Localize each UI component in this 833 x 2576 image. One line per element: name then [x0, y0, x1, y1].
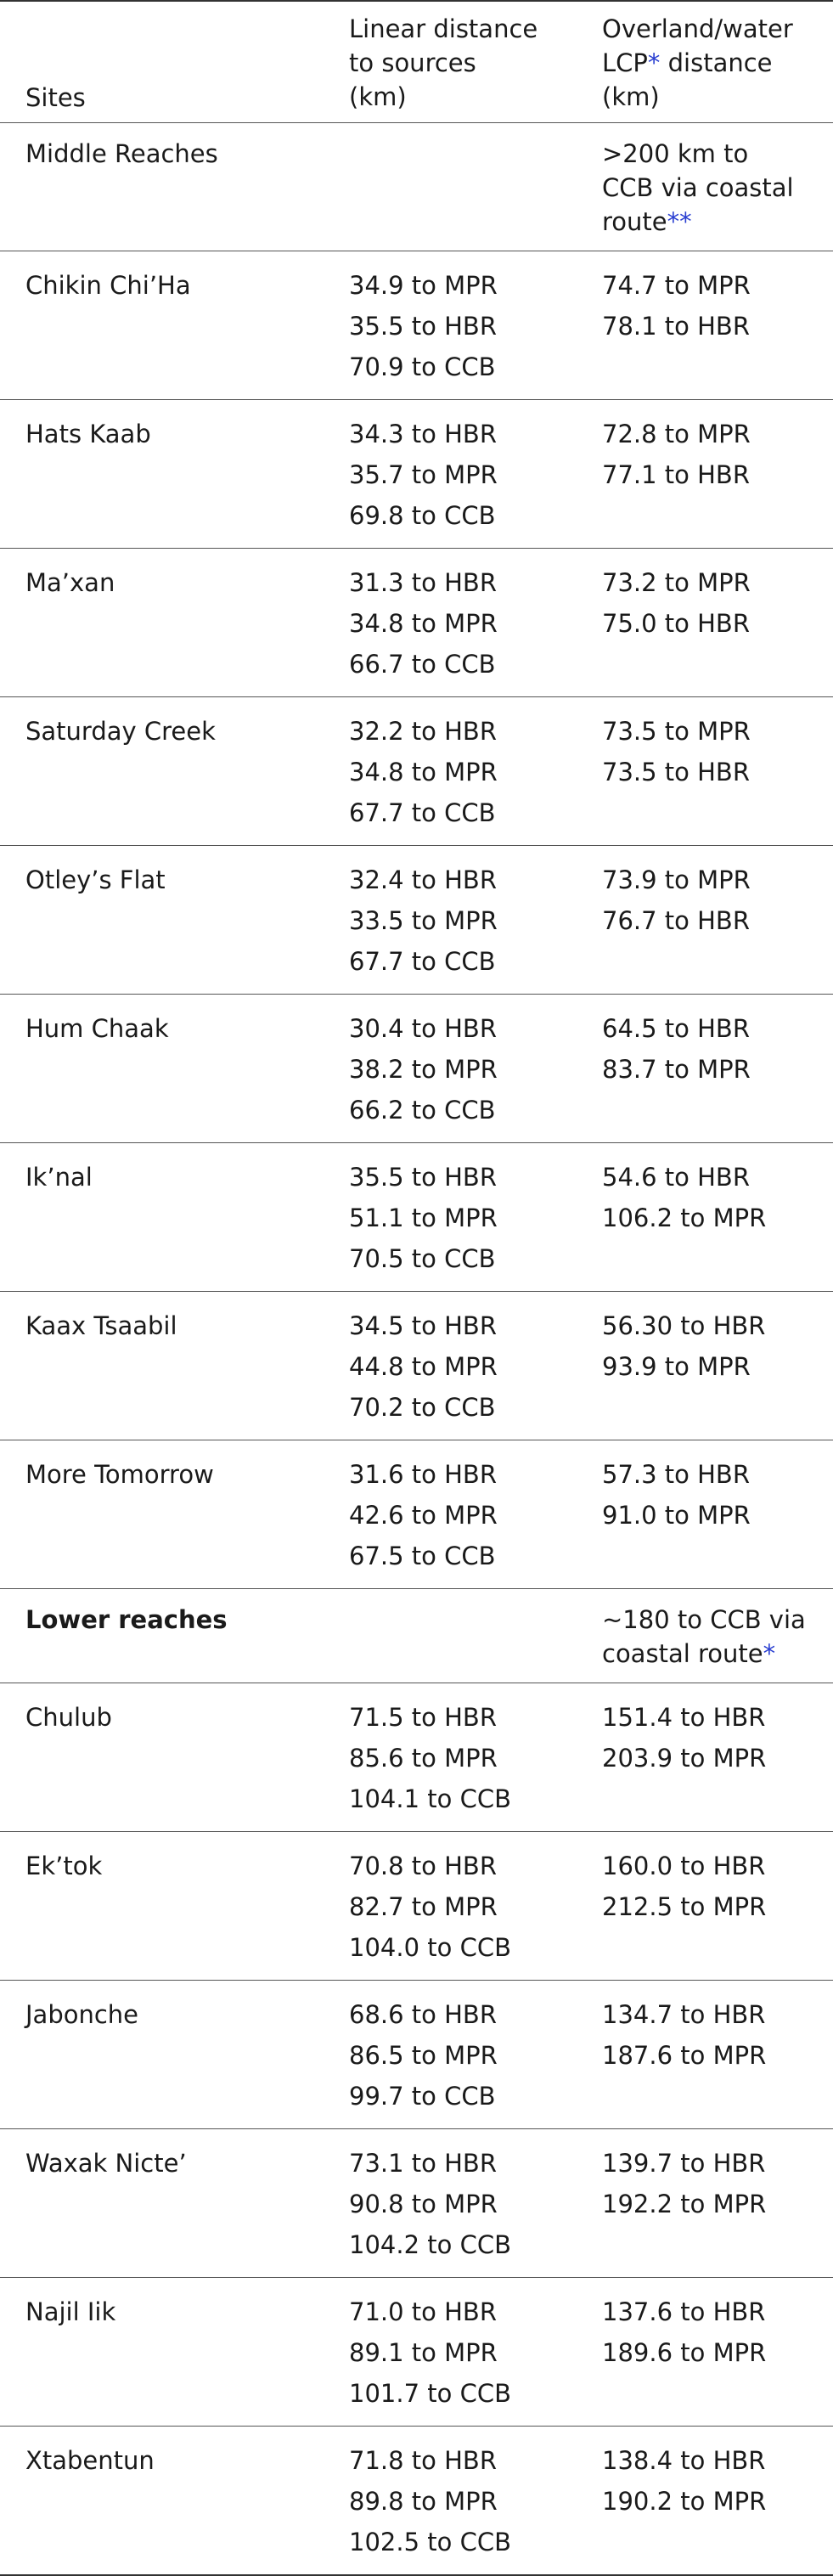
linear-distance-cell	[349, 251, 602, 400]
table-row	[0, 251, 833, 400]
overland-distance-cell	[602, 549, 833, 697]
linear-distance-value: 31.6 to HBR	[349, 1460, 497, 1489]
site-name: Ma’xan	[25, 568, 115, 597]
overland-distance-value: 187.6 to MPR	[602, 2041, 767, 2070]
overland-distance-value: 203.9 to MPR	[602, 1744, 767, 1773]
linear-distance-value: 82.7 to MPR	[349, 1892, 498, 1921]
site-name: Ek’tok	[25, 1852, 103, 1880]
table-row	[0, 1292, 833, 1440]
site-name: Waxak Nicte’	[25, 2149, 187, 2178]
table-row	[0, 1143, 833, 1292]
linear-distance-value: 67.7 to CCB	[349, 798, 496, 827]
site-name: Xtabentun	[25, 2446, 155, 2475]
linear-distance-value: 67.7 to CCB	[349, 947, 496, 976]
table-row	[0, 995, 833, 1143]
overland-distance-value: 77.1 to HBR	[602, 460, 750, 489]
section-title-text: Middle Reaches	[25, 139, 218, 168]
linear-distance-value: 35.7 to MPR	[349, 460, 498, 489]
table-row	[0, 2278, 833, 2427]
section-note-line-1: >200 km to	[602, 139, 749, 168]
overland-distance-value: 72.8 to MPR	[602, 420, 751, 448]
linear-distance-value: 102.5 to CCB	[349, 2528, 511, 2556]
overland-distance-cell	[602, 1832, 833, 1981]
section-title	[0, 123, 349, 251]
overland-distance-cell	[602, 1440, 833, 1589]
linear-distance-cell	[349, 846, 602, 995]
section-note	[602, 1589, 833, 1683]
linear-distance-cell	[349, 697, 602, 846]
site-cell	[0, 400, 349, 549]
linear-distance-cell	[349, 2278, 602, 2427]
overland-distance-cell	[602, 1143, 833, 1292]
header-overland-line-1: Overland/water	[602, 14, 793, 43]
header-linear-line-3: (km)	[349, 82, 407, 111]
section-note-line-2: CCB via coastal	[602, 173, 794, 202]
linear-distance-value: 70.2 to CCB	[349, 1393, 496, 1422]
table-row	[0, 1832, 833, 1981]
linear-distance-cell	[349, 549, 602, 697]
header-linear	[349, 1, 602, 123]
linear-distance-value: 89.1 to MPR	[349, 2338, 498, 2367]
linear-distance-value: 71.5 to HBR	[349, 1703, 497, 1732]
overland-distance-value: 93.9 to MPR	[602, 1352, 751, 1381]
site-name: Hum Chaak	[25, 1014, 169, 1043]
linear-distance-value: 89.8 to MPR	[349, 2487, 498, 2516]
overland-distance-value: 212.5 to MPR	[602, 1892, 767, 1921]
site-cell	[0, 846, 349, 995]
empty-cell	[349, 1589, 602, 1683]
site-cell	[0, 1440, 349, 1589]
linear-distance-value: 69.8 to CCB	[349, 501, 496, 530]
overland-distance-value: 190.2 to MPR	[602, 2487, 767, 2516]
header-distance-label: distance	[660, 48, 773, 77]
linear-distance-value: 70.8 to HBR	[349, 1852, 497, 1880]
overland-distance-cell	[602, 2278, 833, 2427]
overland-distance-value: 91.0 to MPR	[602, 1501, 751, 1530]
table-row	[0, 1683, 833, 1832]
section-title-text: Lower reaches	[25, 1605, 228, 1634]
section-note-text: coastal route	[602, 1639, 763, 1668]
overland-distance-value: 56.30 to HBR	[602, 1311, 766, 1340]
linear-distance-cell	[349, 2129, 602, 2278]
linear-distance-value: 35.5 to HBR	[349, 1163, 497, 1192]
linear-distance-cell	[349, 1832, 602, 1981]
site-cell	[0, 2129, 349, 2278]
overland-distance-cell	[602, 995, 833, 1143]
site-cell	[0, 1683, 349, 1832]
linear-distance-value: 104.1 to CCB	[349, 1784, 511, 1813]
linear-distance-value: 70.5 to CCB	[349, 1244, 496, 1273]
linear-distance-value: 70.9 to CCB	[349, 352, 496, 381]
site-cell	[0, 1981, 349, 2129]
linear-distance-cell	[349, 400, 602, 549]
table-row	[0, 1981, 833, 2129]
overland-distance-value: 76.7 to HBR	[602, 906, 750, 935]
linear-distance-value: 71.0 to HBR	[349, 2297, 497, 2326]
overland-distance-value: 78.1 to HBR	[602, 312, 750, 341]
table-row	[0, 549, 833, 697]
linear-distance-value: 104.2 to CCB	[349, 2230, 511, 2259]
overland-distance-value: 192.2 to MPR	[602, 2190, 767, 2218]
overland-distance-value: 75.0 to HBR	[602, 609, 750, 638]
section-note-text: route	[602, 207, 667, 236]
overland-distance-value: 139.7 to HBR	[602, 2149, 766, 2178]
site-name: Kaax Tsaabil	[25, 1311, 177, 1340]
linear-distance-value: 86.5 to MPR	[349, 2041, 498, 2070]
table-row	[0, 2427, 833, 2576]
overland-distance-cell	[602, 2129, 833, 2278]
header-linear-line-1: Linear distance	[349, 14, 538, 43]
site-cell	[0, 2278, 349, 2427]
site-cell	[0, 995, 349, 1143]
site-cell	[0, 1292, 349, 1440]
site-cell	[0, 1832, 349, 1981]
table-row	[0, 846, 833, 995]
section-note-line-1: ~180 to CCB via	[602, 1605, 806, 1634]
linear-distance-cell	[349, 1981, 602, 2129]
linear-distance-value: 38.2 to MPR	[349, 1055, 498, 1084]
linear-distance-value: 33.5 to MPR	[349, 906, 498, 935]
linear-distance-value: 34.3 to HBR	[349, 420, 497, 448]
section-note-line-2	[602, 1637, 833, 1671]
footnote-ref[interactable]: *	[647, 48, 661, 77]
section-note	[602, 123, 833, 251]
linear-distance-cell	[349, 1292, 602, 1440]
linear-distance-value: 66.2 to CCB	[349, 1096, 496, 1125]
overland-distance-value: 151.4 to HBR	[602, 1703, 766, 1732]
header-overland	[602, 1, 833, 123]
overland-distance-value: 189.6 to MPR	[602, 2338, 767, 2367]
overland-distance-value: 83.7 to MPR	[602, 1055, 751, 1084]
site-name: Saturday Creek	[25, 717, 216, 746]
header-linear-line-2: to sources	[349, 48, 476, 77]
linear-distance-value: 101.7 to CCB	[349, 2379, 511, 2408]
header-lcp-label: LCP	[602, 48, 648, 77]
site-name: More Tomorrow	[25, 1460, 214, 1489]
overland-distance-cell	[602, 846, 833, 995]
linear-distance-value: 68.6 to HBR	[349, 2000, 497, 2029]
overland-distance-cell	[602, 400, 833, 549]
linear-distance-cell	[349, 995, 602, 1143]
overland-distance-value: 73.5 to HBR	[602, 758, 750, 786]
linear-distance-cell	[349, 1143, 602, 1292]
header-overland-unit: (km)	[602, 82, 660, 111]
linear-distance-value: 32.2 to HBR	[349, 717, 497, 746]
table-header	[0, 1, 833, 123]
overland-distance-value: 106.2 to MPR	[602, 1203, 767, 1232]
overland-distance-cell	[602, 1981, 833, 2129]
overland-distance-value: 138.4 to HBR	[602, 2446, 766, 2475]
linear-distance-value: 32.4 to HBR	[349, 865, 497, 894]
linear-distance-cell	[349, 1440, 602, 1589]
site-cell	[0, 1143, 349, 1292]
footnote-ref[interactable]: **	[667, 207, 692, 236]
section-row-lower	[0, 1589, 833, 1683]
site-name: Najil Iik	[25, 2297, 116, 2326]
header-overland-line-2	[602, 46, 833, 80]
linear-distance-value: 67.5 to CCB	[349, 1542, 496, 1570]
table-body	[0, 123, 833, 2576]
linear-distance-cell	[349, 1683, 602, 1832]
linear-distance-value: 34.5 to HBR	[349, 1311, 497, 1340]
footnote-ref[interactable]: *	[763, 1639, 776, 1668]
table-row	[0, 697, 833, 846]
site-cell	[0, 697, 349, 846]
overland-distance-value: 73.5 to MPR	[602, 717, 751, 746]
section-title	[0, 1589, 349, 1683]
overland-distance-cell	[602, 251, 833, 400]
overland-distance-cell	[602, 1292, 833, 1440]
site-cell	[0, 549, 349, 697]
linear-distance-value: 73.1 to HBR	[349, 2149, 497, 2178]
linear-distance-value: 71.8 to HBR	[349, 2446, 497, 2475]
header-sites	[0, 1, 349, 123]
section-note-line-3	[602, 205, 833, 239]
overland-distance-value: 160.0 to HBR	[602, 1852, 766, 1880]
linear-distance-value: 34.9 to MPR	[349, 271, 498, 300]
site-name: Otley’s Flat	[25, 865, 166, 894]
overland-distance-value: 74.7 to MPR	[602, 271, 751, 300]
section-row-middle	[0, 123, 833, 251]
linear-distance-value: 31.3 to HBR	[349, 568, 497, 597]
linear-distance-value: 30.4 to HBR	[349, 1014, 497, 1043]
linear-distance-value: 44.8 to MPR	[349, 1352, 498, 1381]
overland-distance-value: 64.5 to HBR	[602, 1014, 750, 1043]
linear-distance-value: 99.7 to CCB	[349, 2082, 496, 2111]
overland-distance-cell	[602, 1683, 833, 1832]
header-sites-label: Sites	[25, 83, 86, 112]
linear-distance-cell	[349, 2427, 602, 2576]
table-row	[0, 400, 833, 549]
overland-distance-cell	[602, 2427, 833, 2576]
linear-distance-value: 51.1 to MPR	[349, 1203, 498, 1232]
linear-distance-value: 85.6 to MPR	[349, 1744, 498, 1773]
site-name: Chulub	[25, 1703, 112, 1732]
linear-distance-value: 34.8 to MPR	[349, 609, 498, 638]
site-name: Jabonche	[25, 2000, 139, 2029]
overland-distance-value: 137.6 to HBR	[602, 2297, 766, 2326]
linear-distance-value: 90.8 to MPR	[349, 2190, 498, 2218]
site-cell	[0, 251, 349, 400]
empty-cell	[349, 123, 602, 251]
site-cell	[0, 2427, 349, 2576]
linear-distance-value: 34.8 to MPR	[349, 758, 498, 786]
table-row	[0, 1440, 833, 1589]
overland-distance-value: 54.6 to HBR	[602, 1163, 750, 1192]
linear-distance-value: 104.0 to CCB	[349, 1933, 511, 1962]
overland-distance-cell	[602, 697, 833, 846]
site-name: Chikin Chi’Ha	[25, 271, 191, 300]
linear-distance-value: 66.7 to CCB	[349, 650, 496, 679]
overland-distance-value: 73.9 to MPR	[602, 865, 751, 894]
table-row	[0, 2129, 833, 2278]
overland-distance-value: 73.2 to MPR	[602, 568, 751, 597]
overland-distance-value: 57.3 to HBR	[602, 1460, 750, 1489]
overland-distance-value: 134.7 to HBR	[602, 2000, 766, 2029]
linear-distance-value: 35.5 to HBR	[349, 312, 497, 341]
site-name: Hats Kaab	[25, 420, 151, 448]
linear-distance-value: 42.6 to MPR	[349, 1501, 498, 1530]
site-name: Ik’nal	[25, 1163, 93, 1192]
